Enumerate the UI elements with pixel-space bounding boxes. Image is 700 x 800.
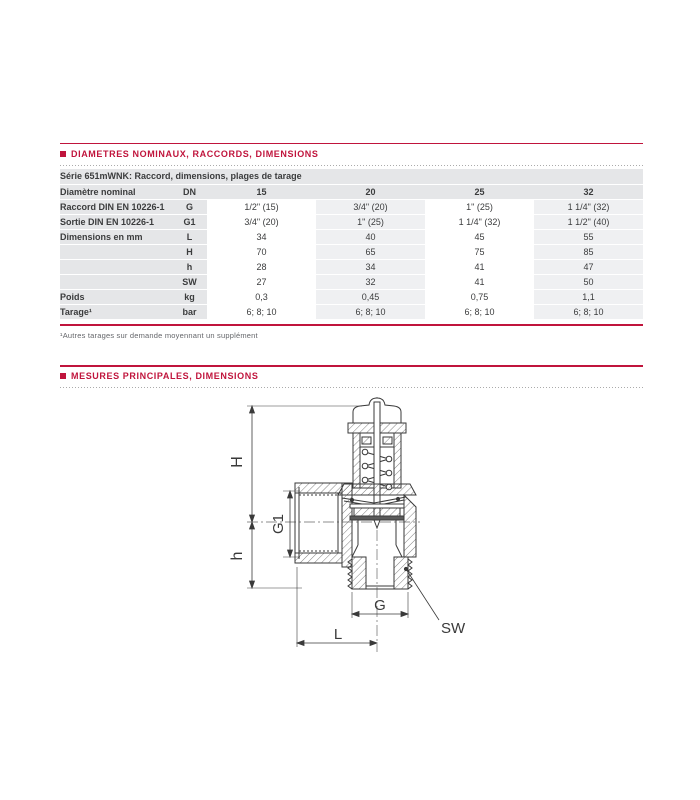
table-footnote: ¹Autres tarages sur demande moyennant un supplément — [60, 331, 258, 340]
value-cell: 0,45 — [316, 289, 425, 304]
value-cell: 0,75 — [425, 289, 534, 304]
row-unit-cell: G1 — [172, 214, 207, 229]
dimension-label-G: G — [374, 597, 386, 614]
value-cell: 65 — [316, 244, 425, 259]
value-cell: 75 — [425, 244, 534, 259]
dimension-H-h — [250, 406, 255, 588]
value-cell: 28 — [207, 259, 316, 274]
dimension-label-H: H — [229, 456, 246, 468]
value-cell: 40 — [316, 229, 425, 244]
value-cell: 45 — [425, 229, 534, 244]
series-header-cell: Série 651mWNK: Raccord, dimensions, plages de tarage — [60, 169, 643, 184]
row-unit-cell: H — [172, 244, 207, 259]
valve-side-port — [295, 483, 342, 563]
value-cell: 85 — [534, 244, 643, 259]
value-cell: 27 — [207, 274, 316, 289]
row-label-cell: Sortie DIN EN 10226-1 — [60, 214, 172, 229]
value-cell: 1" (25) — [425, 199, 534, 214]
value-cell: 1/2" (15) — [207, 199, 316, 214]
dimension-label-h: h — [229, 551, 246, 561]
value-cell: 34 — [207, 229, 316, 244]
column-header-cell: 20 — [316, 184, 425, 199]
value-cell: 3/4" (20) — [207, 214, 316, 229]
column-header-cell: 25 — [425, 184, 534, 199]
section-title: DIAMETRES NOMINAUX, RACCORDS, DIMENSIONS — [71, 149, 319, 159]
dimension-SW-leader — [404, 567, 439, 620]
value-cell: 0,3 — [207, 289, 316, 304]
value-cell: 6; 8; 10 — [207, 304, 316, 319]
value-cell: 41 — [425, 259, 534, 274]
value-cell: 1,1 — [534, 289, 643, 304]
row-unit-cell: L — [172, 229, 207, 244]
valve-inlet-thread — [348, 557, 412, 589]
dimension-label-G1: G1 — [270, 513, 287, 535]
value-cell: 6; 8; 10 — [425, 304, 534, 319]
row-unit-cell: G — [172, 199, 207, 214]
value-cell: 34 — [316, 259, 425, 274]
value-cell: 1 1/2" (40) — [534, 214, 643, 229]
row-unit-cell: kg — [172, 289, 207, 304]
value-cell: 1 1/4" (32) — [425, 214, 534, 229]
row-label-cell: Dimensions en mm — [60, 229, 172, 244]
value-cell: 55 — [534, 229, 643, 244]
column-header-cell: 15 — [207, 184, 316, 199]
dimension-G1 — [288, 491, 293, 557]
value-cell: 1" (25) — [316, 214, 425, 229]
dimension-label-SW: SW — [441, 620, 466, 637]
value-cell: 47 — [534, 259, 643, 274]
row-unit-cell: SW — [172, 274, 207, 289]
value-cell: 3/4" (20) — [316, 199, 425, 214]
row-unit-cell: h — [172, 259, 207, 274]
value-cell: 41 — [425, 274, 534, 289]
row-label-cell: Raccord DIN EN 10226-1 — [60, 199, 172, 214]
value-cell: 32 — [316, 274, 425, 289]
dimension-label-L: L — [333, 626, 343, 643]
column-header-cell: 32 — [534, 184, 643, 199]
section-title: MESURES PRINCIPALES, DIMENSIONS — [71, 371, 259, 381]
header-label-cell: Diamètre nominal — [60, 184, 172, 199]
row-label-cell: Poids — [60, 289, 172, 304]
value-cell: 6; 8; 10 — [534, 304, 643, 319]
header-unit-cell: DN — [172, 184, 207, 199]
value-cell: 6; 8; 10 — [316, 304, 425, 319]
value-cell: 50 — [534, 274, 643, 289]
row-label-cell: Tarage¹ — [60, 304, 172, 319]
row-unit-cell: bar — [172, 304, 207, 319]
value-cell: 70 — [207, 244, 316, 259]
value-cell: 1 1/4" (32) — [534, 199, 643, 214]
